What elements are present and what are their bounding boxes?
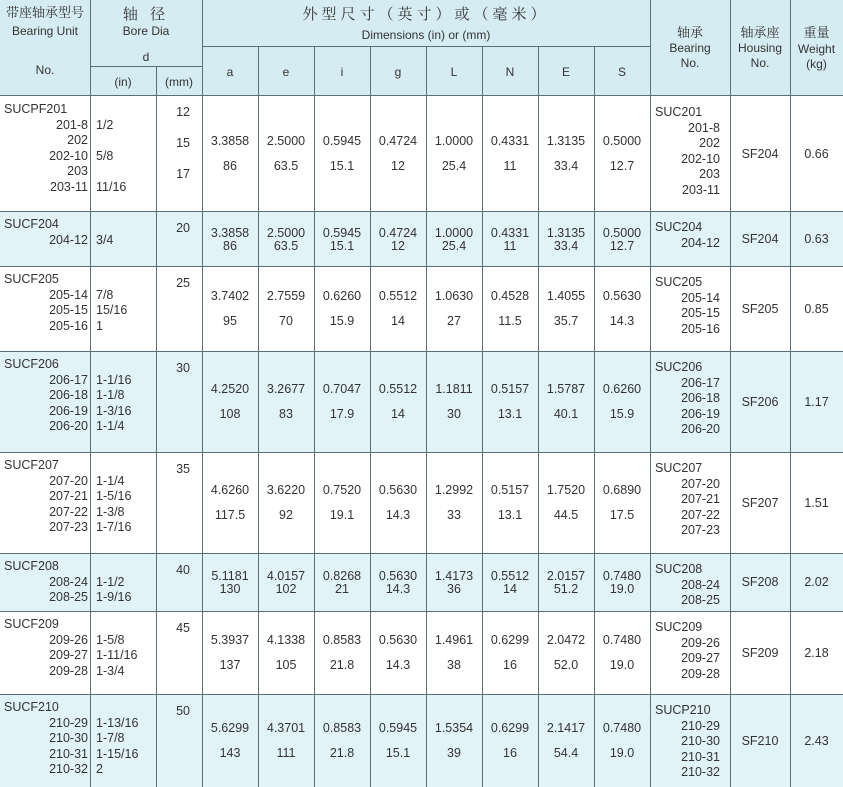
dim-inch-cell: 3.7402 bbox=[210, 288, 250, 303]
dim-inch-cell: 0.5630 bbox=[602, 288, 642, 303]
dim-inch-cell: 2.1417 bbox=[546, 720, 586, 735]
bore-inch-value: 1-5/8 bbox=[96, 632, 125, 647]
unit-model-variant: 210-30 bbox=[49, 731, 88, 746]
bearing-model: SUC209 bbox=[655, 620, 703, 634]
unit-model-variant: 207-21 bbox=[49, 489, 88, 504]
dim-inch-cell: 1.0000 bbox=[434, 133, 474, 148]
dim-inch-cell: 1.3135 bbox=[546, 225, 586, 240]
grid-vline bbox=[156, 66, 157, 787]
dim-inch-cell: 5.1181 bbox=[211, 569, 249, 583]
bearing-model-variant: 209-26 bbox=[681, 635, 720, 650]
bearing-header-no: No. bbox=[680, 56, 700, 70]
bore-mm-value: 50 bbox=[176, 704, 190, 718]
dim-inch-cell: 4.1338 bbox=[266, 632, 306, 647]
dim-mm-cell: 52.0 bbox=[553, 657, 579, 672]
dim-inch-cell: 0.5157 bbox=[490, 381, 530, 396]
dim-mm-cell: 25.4 bbox=[441, 158, 467, 173]
unit-model-variant: 206-19 bbox=[49, 403, 88, 418]
unit-model-variant: 210-29 bbox=[49, 715, 88, 730]
shaft-header-zh: 轴 径 bbox=[122, 6, 170, 23]
dim-inch-cell: 1.5354 bbox=[434, 720, 474, 735]
bearing-model-variant: 206-17 bbox=[681, 375, 720, 390]
dim-mm-cell: 108 bbox=[219, 406, 241, 421]
bearing-model-variant: 205-15 bbox=[681, 306, 720, 321]
bore-inch-value: 5/8 bbox=[96, 148, 114, 163]
dim-inch-cell: 0.4331 bbox=[490, 225, 530, 240]
grid-vline bbox=[370, 47, 371, 787]
dim-mm-cell: 92 bbox=[279, 507, 293, 522]
shaft-mm-label: (mm) bbox=[165, 75, 193, 89]
col-N: N bbox=[505, 65, 515, 79]
dim-mm-cell: 54.4 bbox=[553, 745, 579, 760]
unit-model: SUCF206 bbox=[4, 357, 59, 371]
dim-mm-cell: 14.3 bbox=[385, 657, 411, 672]
bore-inch-value: 1-1/4 bbox=[96, 473, 125, 488]
dim-inch-cell: 0.5000 bbox=[602, 225, 642, 240]
unit-model-variant: 206-18 bbox=[49, 388, 88, 403]
bearing-model-variant: 203-11 bbox=[682, 183, 720, 197]
dim-mm-cell: 13.1 bbox=[497, 507, 523, 522]
dim-mm-cell: 63.5 bbox=[273, 158, 299, 173]
bearing-model: SUC201 bbox=[655, 105, 703, 119]
dim-mm-cell: 33.4 bbox=[553, 158, 579, 173]
grid-hline bbox=[0, 95, 843, 96]
dim-mm-cell: 14 bbox=[503, 582, 517, 596]
bearing-model-variant: 210-31 bbox=[681, 749, 720, 764]
unit-model: SUCF205 bbox=[4, 272, 59, 286]
grid-hline bbox=[202, 46, 650, 47]
bearing-model-variant: 205-14 bbox=[681, 290, 720, 305]
bore-inch-value: 1/2 bbox=[96, 117, 114, 132]
housing-header-no: No. bbox=[750, 56, 770, 70]
bearing-model-variant: 207-23 bbox=[681, 523, 720, 538]
bore-inch-value: 2 bbox=[96, 762, 103, 777]
housing-header-en: Housing bbox=[737, 41, 783, 55]
dim-mm-cell: 15.9 bbox=[609, 406, 635, 421]
unit-model-variant: 202 bbox=[67, 133, 88, 148]
col-e: e bbox=[282, 65, 290, 79]
dim-inch-cell: 4.0157 bbox=[266, 569, 306, 583]
bore-inch-value: 1-1/2 bbox=[96, 574, 125, 589]
dim-inch-cell: 0.5630 bbox=[378, 632, 418, 647]
dim-mm-cell: 12 bbox=[391, 238, 405, 253]
grid-hline bbox=[0, 452, 843, 453]
unit-weight: 1.17 bbox=[804, 394, 829, 409]
dim-inch-cell: 2.5000 bbox=[266, 133, 306, 148]
bearing-model: SUC207 bbox=[655, 461, 703, 475]
dim-inch-cell: 3.6220 bbox=[266, 482, 306, 497]
dim-mm-cell: 17.9 bbox=[329, 406, 355, 421]
dim-mm-cell: 19.1 bbox=[329, 507, 355, 522]
bearing-model: SUC204 bbox=[655, 220, 703, 234]
dim-mm-cell: 15.1 bbox=[329, 158, 355, 173]
grid-hline bbox=[0, 694, 843, 695]
bore-mm-value: 30 bbox=[176, 361, 190, 375]
dim-mm-cell: 12.7 bbox=[609, 238, 635, 253]
unit-weight: 2.18 bbox=[804, 645, 829, 660]
dim-inch-cell: 5.3937 bbox=[210, 632, 250, 647]
bearing-model: SUC208 bbox=[655, 562, 703, 576]
grid-hline bbox=[0, 351, 843, 352]
unit-model-variant: 209-26 bbox=[49, 632, 88, 647]
shaft-d-label: d bbox=[142, 50, 150, 64]
housing-header-zh: 轴承座 bbox=[740, 25, 780, 40]
bearing-model-variant: 202 bbox=[699, 136, 720, 151]
bearing-model-variant: 209-28 bbox=[681, 666, 720, 681]
dim-mm-cell: 36 bbox=[447, 582, 461, 596]
dim-mm-cell: 21 bbox=[335, 582, 349, 596]
shaft-in-label: (in) bbox=[114, 75, 132, 89]
dim-inch-cell: 0.5630 bbox=[378, 482, 418, 497]
dim-inch-cell: 0.6260 bbox=[322, 288, 362, 303]
grid-vline bbox=[426, 47, 427, 787]
unit-weight: 2.02 bbox=[804, 575, 829, 589]
dim-inch-cell: 4.6260 bbox=[210, 482, 250, 497]
dim-mm-cell: 35.7 bbox=[553, 313, 579, 328]
dim-inch-cell: 0.4724 bbox=[378, 133, 418, 148]
bearing-model-variant: 205-16 bbox=[681, 321, 720, 336]
grid-hline bbox=[0, 211, 843, 212]
bearing-model-variant: 207-21 bbox=[681, 492, 720, 507]
bearing-model-variant: 202-10 bbox=[681, 151, 720, 166]
unit-model-variant: 210-31 bbox=[49, 746, 88, 761]
dim-inch-cell: 0.8583 bbox=[322, 720, 362, 735]
unit-model-variant: 206-20 bbox=[49, 419, 88, 434]
bore-mm-value: 20 bbox=[176, 221, 190, 235]
housing-model: SF206 bbox=[741, 394, 779, 409]
bore-inch-value: 1 bbox=[96, 318, 103, 333]
col-L: L bbox=[450, 65, 458, 79]
bore-mm-value: 12 bbox=[176, 105, 190, 119]
col-g: g bbox=[394, 65, 402, 79]
dim-inch-cell: 0.5630 bbox=[378, 569, 418, 583]
bore-mm-value: 40 bbox=[176, 563, 190, 577]
dim-mm-cell: 14 bbox=[391, 406, 405, 421]
bearing-model-variant: 207-20 bbox=[681, 476, 720, 491]
bearing-model-variant: 206-19 bbox=[681, 406, 720, 421]
col-S: S bbox=[617, 65, 626, 79]
bore-inch-value: 1-1/8 bbox=[96, 388, 125, 403]
grid-hline bbox=[0, 611, 843, 612]
unit-model-variant: 201-8 bbox=[56, 117, 88, 132]
dim-mm-cell: 15.1 bbox=[329, 238, 355, 253]
grid-hline bbox=[90, 66, 202, 67]
dim-inch-cell: 0.7480 bbox=[602, 569, 642, 583]
dim-mm-cell: 14.3 bbox=[385, 507, 411, 522]
bearing-model-variant: 207-22 bbox=[681, 507, 720, 522]
dim-inch-cell: 1.1811 bbox=[435, 381, 473, 396]
grid-hline bbox=[0, 553, 843, 554]
dim-inch-cell: 0.5945 bbox=[322, 225, 362, 240]
weight-header-zh: 重量 bbox=[803, 25, 830, 40]
dim-mm-cell: 51.2 bbox=[553, 582, 579, 596]
bore-mm-value: 45 bbox=[176, 621, 190, 635]
dim-mm-cell: 11 bbox=[503, 238, 517, 253]
bearing-model-variant: 204-12 bbox=[681, 235, 720, 250]
dim-inch-cell: 1.0000 bbox=[434, 225, 474, 240]
bearing-model-variant: 209-27 bbox=[681, 651, 720, 666]
dim-mm-cell: 27 bbox=[447, 313, 461, 328]
dim-mm-cell: 14 bbox=[391, 313, 405, 328]
bore-inch-value: 1-5/16 bbox=[96, 489, 132, 504]
unit-model-variant: 208-24 bbox=[49, 574, 88, 589]
dim-mm-cell: 14.3 bbox=[609, 313, 635, 328]
bore-inch-value: 1-3/8 bbox=[96, 504, 125, 519]
dim-inch-cell: 1.4961 bbox=[434, 632, 474, 647]
unit-model-variant: 207-22 bbox=[49, 504, 88, 519]
unit-weight: 0.63 bbox=[804, 231, 829, 246]
dim-inch-cell: 0.8268 bbox=[322, 569, 362, 583]
grid-vline bbox=[594, 47, 595, 787]
dim-inch-cell: 0.5512 bbox=[378, 288, 418, 303]
dim-mm-cell: 143 bbox=[219, 745, 241, 760]
dim-inch-cell: 1.7520 bbox=[546, 482, 586, 497]
dim-inch-cell: 0.5512 bbox=[378, 381, 418, 396]
shaft-header-en: Bore Dia bbox=[122, 24, 170, 38]
bore-inch-value: 1-9/16 bbox=[96, 590, 132, 605]
dims-header-en: Dimensions (in) or (mm) bbox=[361, 28, 491, 42]
bore-inch-value: 1-11/16 bbox=[96, 648, 138, 663]
grid-vline bbox=[482, 47, 483, 787]
unit-model-variant: 210-32 bbox=[49, 762, 88, 777]
dim-inch-cell: 1.4055 bbox=[546, 288, 586, 303]
dim-mm-cell: 111 bbox=[276, 745, 296, 760]
dim-inch-cell: 5.6299 bbox=[210, 720, 250, 735]
unit-model-variant: 203 bbox=[67, 164, 88, 179]
dim-inch-cell: 0.6299 bbox=[490, 720, 530, 735]
bore-mm-value: 17 bbox=[176, 167, 190, 181]
dim-mm-cell: 102 bbox=[275, 582, 297, 596]
dim-mm-cell: 39 bbox=[447, 745, 461, 760]
bearing-model-variant: 201-8 bbox=[688, 120, 720, 135]
col-i: i bbox=[340, 65, 344, 79]
dim-mm-cell: 16 bbox=[503, 657, 517, 672]
dim-inch-cell: 0.4724 bbox=[378, 225, 418, 240]
grid-hline bbox=[0, 266, 843, 267]
unit-model: SUCF207 bbox=[4, 458, 59, 472]
dim-inch-cell: 0.5945 bbox=[322, 133, 362, 148]
unit-model-variant: 209-28 bbox=[49, 663, 88, 678]
grid-vline bbox=[730, 0, 731, 787]
dim-mm-cell: 40.1 bbox=[553, 406, 579, 421]
dim-mm-cell: 86 bbox=[223, 238, 237, 253]
bore-inch-value: 15/16 bbox=[96, 303, 128, 318]
grid-vline bbox=[538, 47, 539, 787]
dim-mm-cell: 19.0 bbox=[609, 657, 635, 672]
dim-inch-cell: 1.2992 bbox=[434, 482, 474, 497]
bearing-model-variant: 206-18 bbox=[681, 391, 720, 406]
dim-inch-cell: 3.3858 bbox=[210, 225, 250, 240]
dim-mm-cell: 12 bbox=[391, 158, 405, 173]
bearing-model-variant: 208-25 bbox=[681, 593, 720, 608]
bore-mm-value: 15 bbox=[176, 136, 190, 150]
dim-inch-cell: 0.7480 bbox=[602, 720, 642, 735]
bearing-header-zh: 轴承 bbox=[676, 25, 703, 40]
unit-model-variant: 206-17 bbox=[49, 372, 88, 387]
dim-inch-cell: 4.3701 bbox=[266, 720, 306, 735]
bore-inch-value: 3/4 bbox=[96, 232, 114, 247]
bore-inch-value: 7/8 bbox=[96, 287, 114, 302]
unit-model-variant: 205-15 bbox=[49, 303, 88, 318]
dim-mm-cell: 15.1 bbox=[385, 745, 411, 760]
unit-model-variant: 207-20 bbox=[49, 473, 88, 488]
bore-inch-value: 1-3/16 bbox=[96, 403, 132, 418]
dim-inch-cell: 0.6890 bbox=[602, 482, 642, 497]
bore-inch-value: 1-1/16 bbox=[96, 372, 132, 387]
dim-mm-cell: 16 bbox=[503, 745, 517, 760]
bore-inch-value: 11/16 bbox=[96, 180, 127, 194]
bore-inch-value: 1-7/8 bbox=[96, 731, 125, 746]
bore-inch-value: 1-13/16 bbox=[96, 715, 139, 730]
dim-mm-cell: 86 bbox=[223, 158, 237, 173]
unit-model: SUCF208 bbox=[4, 559, 59, 573]
bore-mm-value: 35 bbox=[176, 462, 190, 476]
dim-inch-cell: 0.8583 bbox=[322, 632, 362, 647]
bearing-model-variant: 210-30 bbox=[681, 734, 720, 749]
unit-model: SUCF210 bbox=[4, 700, 59, 714]
unit-header-no: No. bbox=[35, 63, 55, 77]
grid-vline bbox=[650, 0, 651, 787]
dim-mm-cell: 19.0 bbox=[609, 582, 635, 596]
dim-inch-cell: 0.7480 bbox=[602, 632, 642, 647]
col-E: E bbox=[561, 65, 570, 79]
grid-vline bbox=[314, 47, 315, 787]
grid-vline bbox=[202, 0, 203, 787]
dim-inch-cell: 0.6260 bbox=[602, 381, 642, 396]
dim-mm-cell: 11.5 bbox=[498, 313, 522, 328]
dim-inch-cell: 0.7520 bbox=[322, 482, 362, 497]
dim-inch-cell: 1.3135 bbox=[546, 133, 586, 148]
dim-inch-cell: 2.0157 bbox=[546, 569, 586, 583]
dim-inch-cell: 2.5000 bbox=[266, 225, 306, 240]
bearing-model-variant: 206-20 bbox=[681, 422, 720, 437]
bore-mm-value: 25 bbox=[176, 276, 190, 290]
unit-header-zh: 带座轴承型号 bbox=[5, 5, 84, 20]
housing-model: SF209 bbox=[741, 645, 779, 660]
unit-model: SUCPF201 bbox=[4, 102, 68, 116]
bearing-model: SUC206 bbox=[655, 360, 703, 374]
dim-inch-cell: 0.4331 bbox=[490, 133, 530, 148]
dim-inch-cell: 0.7047 bbox=[322, 381, 362, 396]
unit-model: SUCF204 bbox=[4, 217, 59, 231]
col-a: a bbox=[226, 65, 234, 79]
dim-mm-cell: 137 bbox=[219, 657, 241, 672]
bore-inch-value: 1-3/4 bbox=[96, 663, 125, 678]
housing-model: SF204 bbox=[741, 146, 779, 161]
housing-model: SF205 bbox=[741, 301, 779, 316]
dim-mm-cell: 117.5 bbox=[214, 507, 246, 522]
dim-inch-cell: 1.5787 bbox=[546, 381, 586, 396]
dim-inch-cell: 1.4173 bbox=[434, 569, 474, 583]
bearing-model-variant: 208-24 bbox=[681, 577, 720, 592]
grid-vline bbox=[258, 47, 259, 787]
dim-inch-cell: 0.4528 bbox=[490, 288, 530, 303]
weight-header-en: Weight bbox=[797, 42, 836, 56]
dim-mm-cell: 63.5 bbox=[273, 238, 299, 253]
dim-mm-cell: 130 bbox=[219, 582, 241, 596]
dim-mm-cell: 25.4 bbox=[441, 238, 467, 253]
dim-mm-cell: 12.7 bbox=[609, 158, 635, 173]
dim-mm-cell: 11 bbox=[503, 158, 517, 173]
dim-inch-cell: 3.2677 bbox=[266, 381, 306, 396]
unit-model-variant: 205-16 bbox=[49, 318, 88, 333]
dim-mm-cell: 21.8 bbox=[329, 745, 355, 760]
bearing-model-variant: 210-32 bbox=[681, 765, 720, 780]
bearing-model-variant: 210-29 bbox=[681, 718, 720, 733]
dim-mm-cell: 44.5 bbox=[553, 507, 579, 522]
unit-model: SUCF209 bbox=[4, 617, 59, 631]
dim-mm-cell: 15.9 bbox=[329, 313, 355, 328]
housing-model: SF210 bbox=[741, 733, 779, 748]
dims-header-zh: 外型尺寸（英寸）或（毫米） bbox=[302, 6, 550, 23]
unit-model-variant: 202-10 bbox=[49, 148, 88, 163]
dim-inch-cell: 0.5945 bbox=[378, 720, 418, 735]
bearing-model: SUCP210 bbox=[655, 703, 711, 717]
dim-inch-cell: 2.0472 bbox=[546, 632, 586, 647]
dim-inch-cell: 0.5157 bbox=[490, 482, 530, 497]
unit-model-variant: 205-14 bbox=[49, 287, 88, 302]
unit-model-variant: 208-25 bbox=[49, 590, 88, 605]
dim-mm-cell: 30 bbox=[447, 406, 461, 421]
dim-mm-cell: 38 bbox=[447, 657, 461, 672]
grid-vline bbox=[790, 0, 791, 787]
bore-inch-value: 1-1/4 bbox=[96, 419, 125, 434]
dim-mm-cell: 13.1 bbox=[497, 406, 523, 421]
dim-inch-cell: 0.5000 bbox=[602, 133, 642, 148]
dim-inch-cell: 2.7559 bbox=[266, 288, 306, 303]
dim-mm-cell: 83 bbox=[279, 406, 293, 421]
dim-mm-cell: 33.4 bbox=[553, 238, 579, 253]
dim-mm-cell: 33 bbox=[447, 507, 461, 522]
housing-model: SF208 bbox=[741, 575, 779, 589]
weight-header-unit: (kg) bbox=[806, 57, 827, 71]
dim-mm-cell: 17.5 bbox=[609, 507, 635, 522]
dim-inch-cell: 3.3858 bbox=[210, 133, 250, 148]
dim-mm-cell: 21.8 bbox=[329, 657, 355, 672]
unit-model-variant: 204-12 bbox=[49, 232, 88, 247]
dim-inch-cell: 0.5512 bbox=[490, 569, 530, 583]
bearing-header-en: Bearing bbox=[669, 41, 711, 55]
unit-weight: 0.85 bbox=[804, 301, 829, 316]
grid-vline bbox=[90, 0, 91, 787]
bore-inch-value: 1-15/16 bbox=[96, 746, 139, 761]
unit-header-en: Bearing Unit bbox=[11, 24, 79, 38]
unit-weight: 2.43 bbox=[804, 733, 829, 748]
bore-inch-value: 1-7/16 bbox=[96, 520, 132, 535]
dim-inch-cell: 0.6299 bbox=[490, 632, 530, 647]
dim-mm-cell: 105 bbox=[275, 657, 297, 672]
bearing-model: SUC205 bbox=[655, 275, 703, 289]
dim-inch-cell: 1.0630 bbox=[434, 288, 474, 303]
unit-weight: 0.66 bbox=[804, 146, 829, 161]
bearing-model-variant: 203 bbox=[699, 167, 720, 182]
housing-model: SF207 bbox=[741, 495, 779, 510]
unit-weight: 1.51 bbox=[804, 495, 829, 510]
dim-mm-cell: 70 bbox=[279, 313, 293, 328]
dim-mm-cell: 14.3 bbox=[385, 582, 411, 596]
dim-mm-cell: 95 bbox=[223, 313, 237, 328]
unit-model-variant: 203-11 bbox=[50, 180, 88, 194]
dim-mm-cell: 19.0 bbox=[609, 745, 635, 760]
unit-model-variant: 209-27 bbox=[49, 648, 88, 663]
housing-model: SF204 bbox=[741, 231, 779, 246]
dim-inch-cell: 4.2520 bbox=[210, 381, 250, 396]
unit-model-variant: 207-23 bbox=[49, 520, 88, 535]
